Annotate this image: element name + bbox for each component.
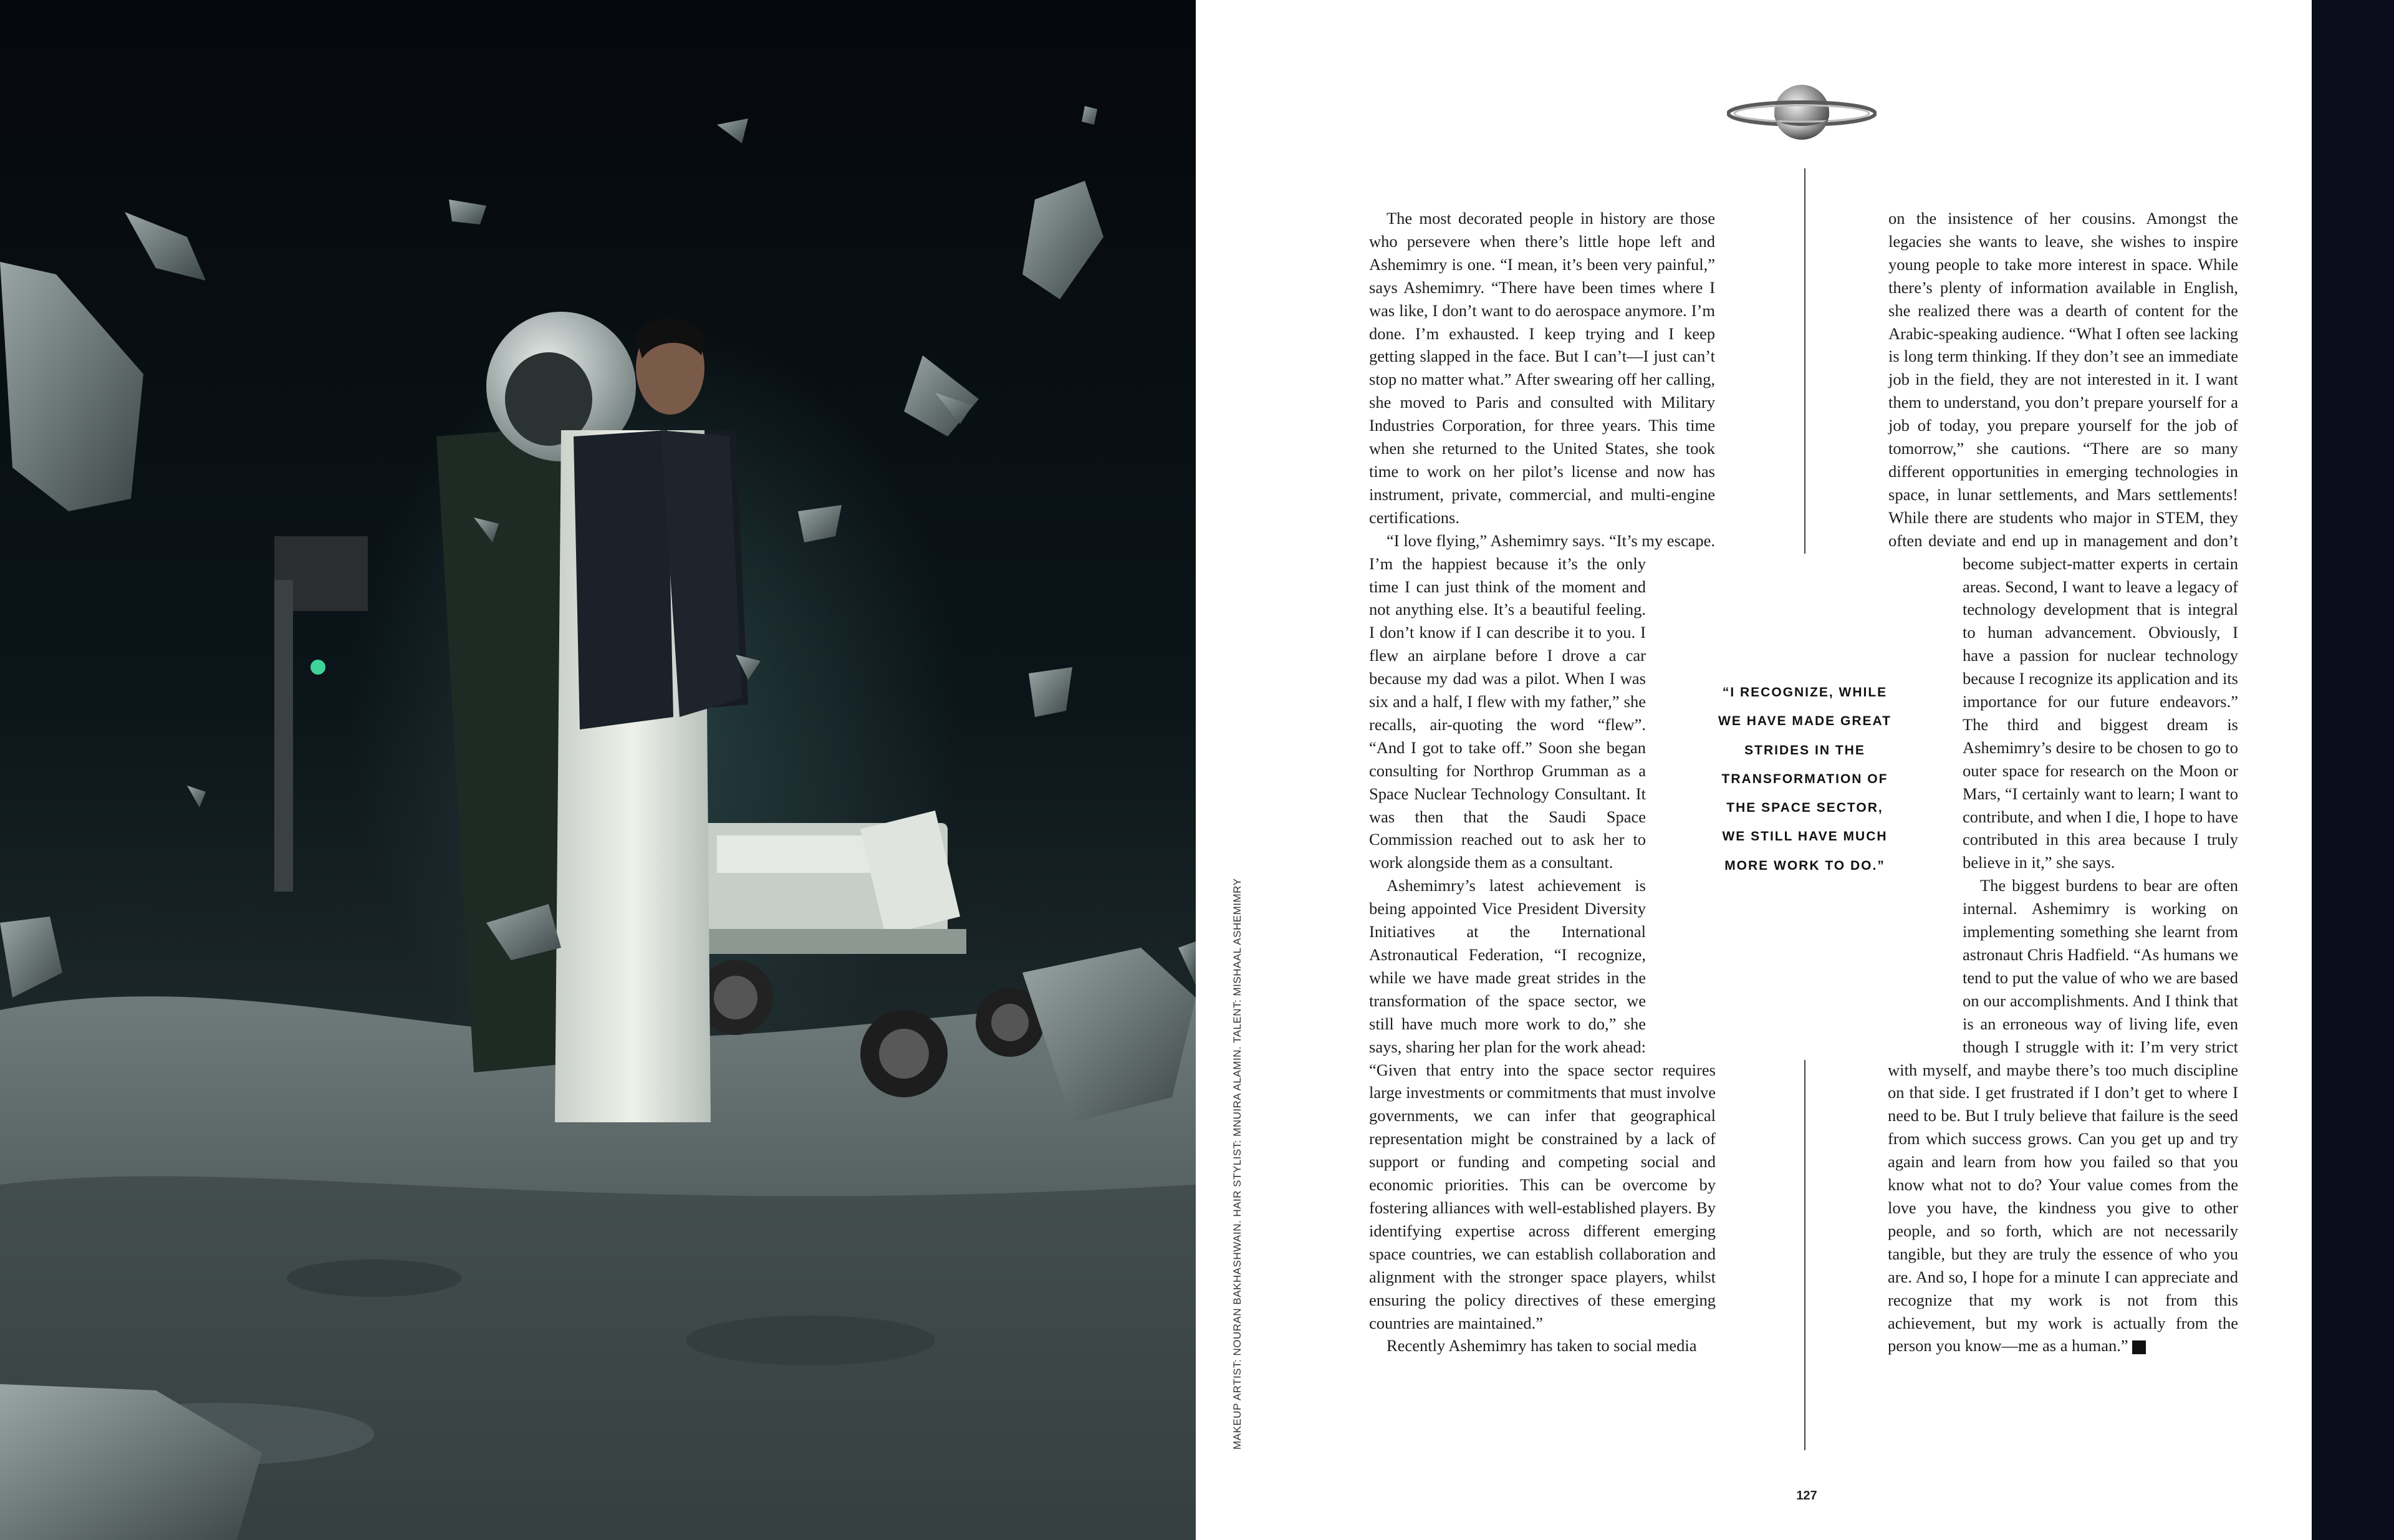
page-number: 127 — [1796, 1489, 1817, 1503]
paragraph: Ashemimry’s latest achievement is being appointed Vice President Diversity Initiatives at the International Astronautical Federation, “I recognize, while we have made great strides in the transformation of the space sector, we still have much more work to do,” she says, sharing her plan for the work ahead: “Given that entry into the space sector requires large investments or commitments that must involve governments, we can infer that geographical representation might be constrained by a lack of support or funding and competing social and economic priorities. This can be overcome by fostering alliances with well-established players. By identifying expertise across different emerging space countries, we can establish collaboration and alignment with the stronger space players, whilst ensuring the policy directives of these emerging countries are maintained.” — [1369, 876, 1716, 1332]
pull-quote: “I RECOGNIZE, WHILE WE HAVE MADE GREAT STRIDES IN THE TRANSFORMATION OF THE SPACE SECTOR, WE STILL HAVE MUCH MORE WORK TO DO.” — [1718, 685, 1892, 873]
saturn-icon — [1727, 81, 1877, 143]
paragraph: The most decorated people in history are those who persevere when there’s little hope left and Ashemimry is one. “I mean, it’s been very painful,” says Ashemimry. “There have been times where I was like, I don’t want to do aerospace anymore. I’m done. I’m exhausted. I keep trying and I keep getting slapped in the face. But I can’t—I just can’t stop no matter what.” After swearing off her calling, she moved to Paris and consulted with Military Industries Corporation, for three years. This time when she returned to the United States, she took time to work on her pilot’s license and now has instrument, private, commercial, and multi-engine certifications. — [1369, 209, 1715, 527]
paragraph: Recently Ashemimry has taken to social media — [1387, 1336, 1697, 1355]
article-column-2 — [1888, 207, 2238, 1357]
column-divider-bottom — [1804, 1060, 1805, 1450]
end-mark-icon: W — [2132, 1340, 2146, 1354]
astronaut-rover-asteroids-photo — [0, 0, 1196, 1540]
paragraph: “I love flying,” Ashemimry says. “It’s my escape. I’m the happiest because it’s the only time I can just think of the moment and not anything else. It’s a beautiful feeling. I don’t know if I can describe it to you. I flew an airplane before I drove a car because my dad was a pilot. When I was six and a half, I flew with my father,” she recalls, air-quoting the word “flew”. “And I got to take off.” Soon she began consulting for Northrop Grumman as a Space Nuclear Technology Consultant. It was then that the Saudi Space Commission reached out to ask her to work alongside them as a consultant. — [1369, 531, 1715, 872]
column-divider-top — [1804, 168, 1805, 554]
photo-credit: MAKEUP ARTIST: NOURAN BAKHASHWAIN. HAIR STYLIST: MNUIRA ALAMIN. TALENT: MISHAAL ASHEMIMRY — [1231, 878, 1243, 1450]
paragraph-text: The biggest burdens to bear are often internal. Ashemimry is working on implementing something she learnt from astronaut Chris Hadfield. “As humans we tend to put the value of who we are based on our accomplishments. And I think that is an erroneous way of living life, even though I struggle with it: I’m very strict with myself, and maybe there’s too much discipline on that side. I get frustrated if I don’t get to where I need to be. But I truly believe that failure is the seed from which success grows. Can you get up and try again and learn from how you failed so that you know what not to do? Your value comes from the love you have, the kindness you give to other people, and so forth, which are not necessarily tangible, but they are truly the essence of who you are. And so, I hope for a minute I can appreciate and recognize that my work is not from this achievement, but my work is actually from the person you know—me as a human.” — [1888, 876, 2238, 1355]
paragraph: on the insistence of her cousins. Amongst the legacies she wants to leave, she wishes to inspire young people to take more interest in space. While there’s plenty of information available in English, she realized there was a dearth of content for the Arabic-speaking audience. “What I often see lacking is long term thinking. If they don’t see an immediate job in the field, they are not interested in it. I want them to understand, you don’t prepare yourself for a job of today, you prepare yourself for the job of tomorrow,” she cautions. “There are so many different opportunities in emerging technologies in space, in lunar settlements, and Mars settlements! While there are students who major in STEM, they often deviate and end up in management and don’t become subject-matter experts in certain areas. Second, I want to leave a legacy of technology development that is integral to human advancement. Obviously, I have a passion for nuclear technology because I recognize its application and its importance for our future endeavors.” The third and biggest dream is Ashemimry’s desire to be chosen to go to outer space for research on the Moon or Mars, “I certainly want to learn; I want to contribute, and when I die, I hope to have contributed in this area because I truly believe in it,” she says. — [1888, 209, 2238, 872]
cover-photo — [0, 0, 1196, 1540]
article-column-1 — [1369, 207, 1716, 1357]
page-edge — [2312, 0, 2394, 1540]
